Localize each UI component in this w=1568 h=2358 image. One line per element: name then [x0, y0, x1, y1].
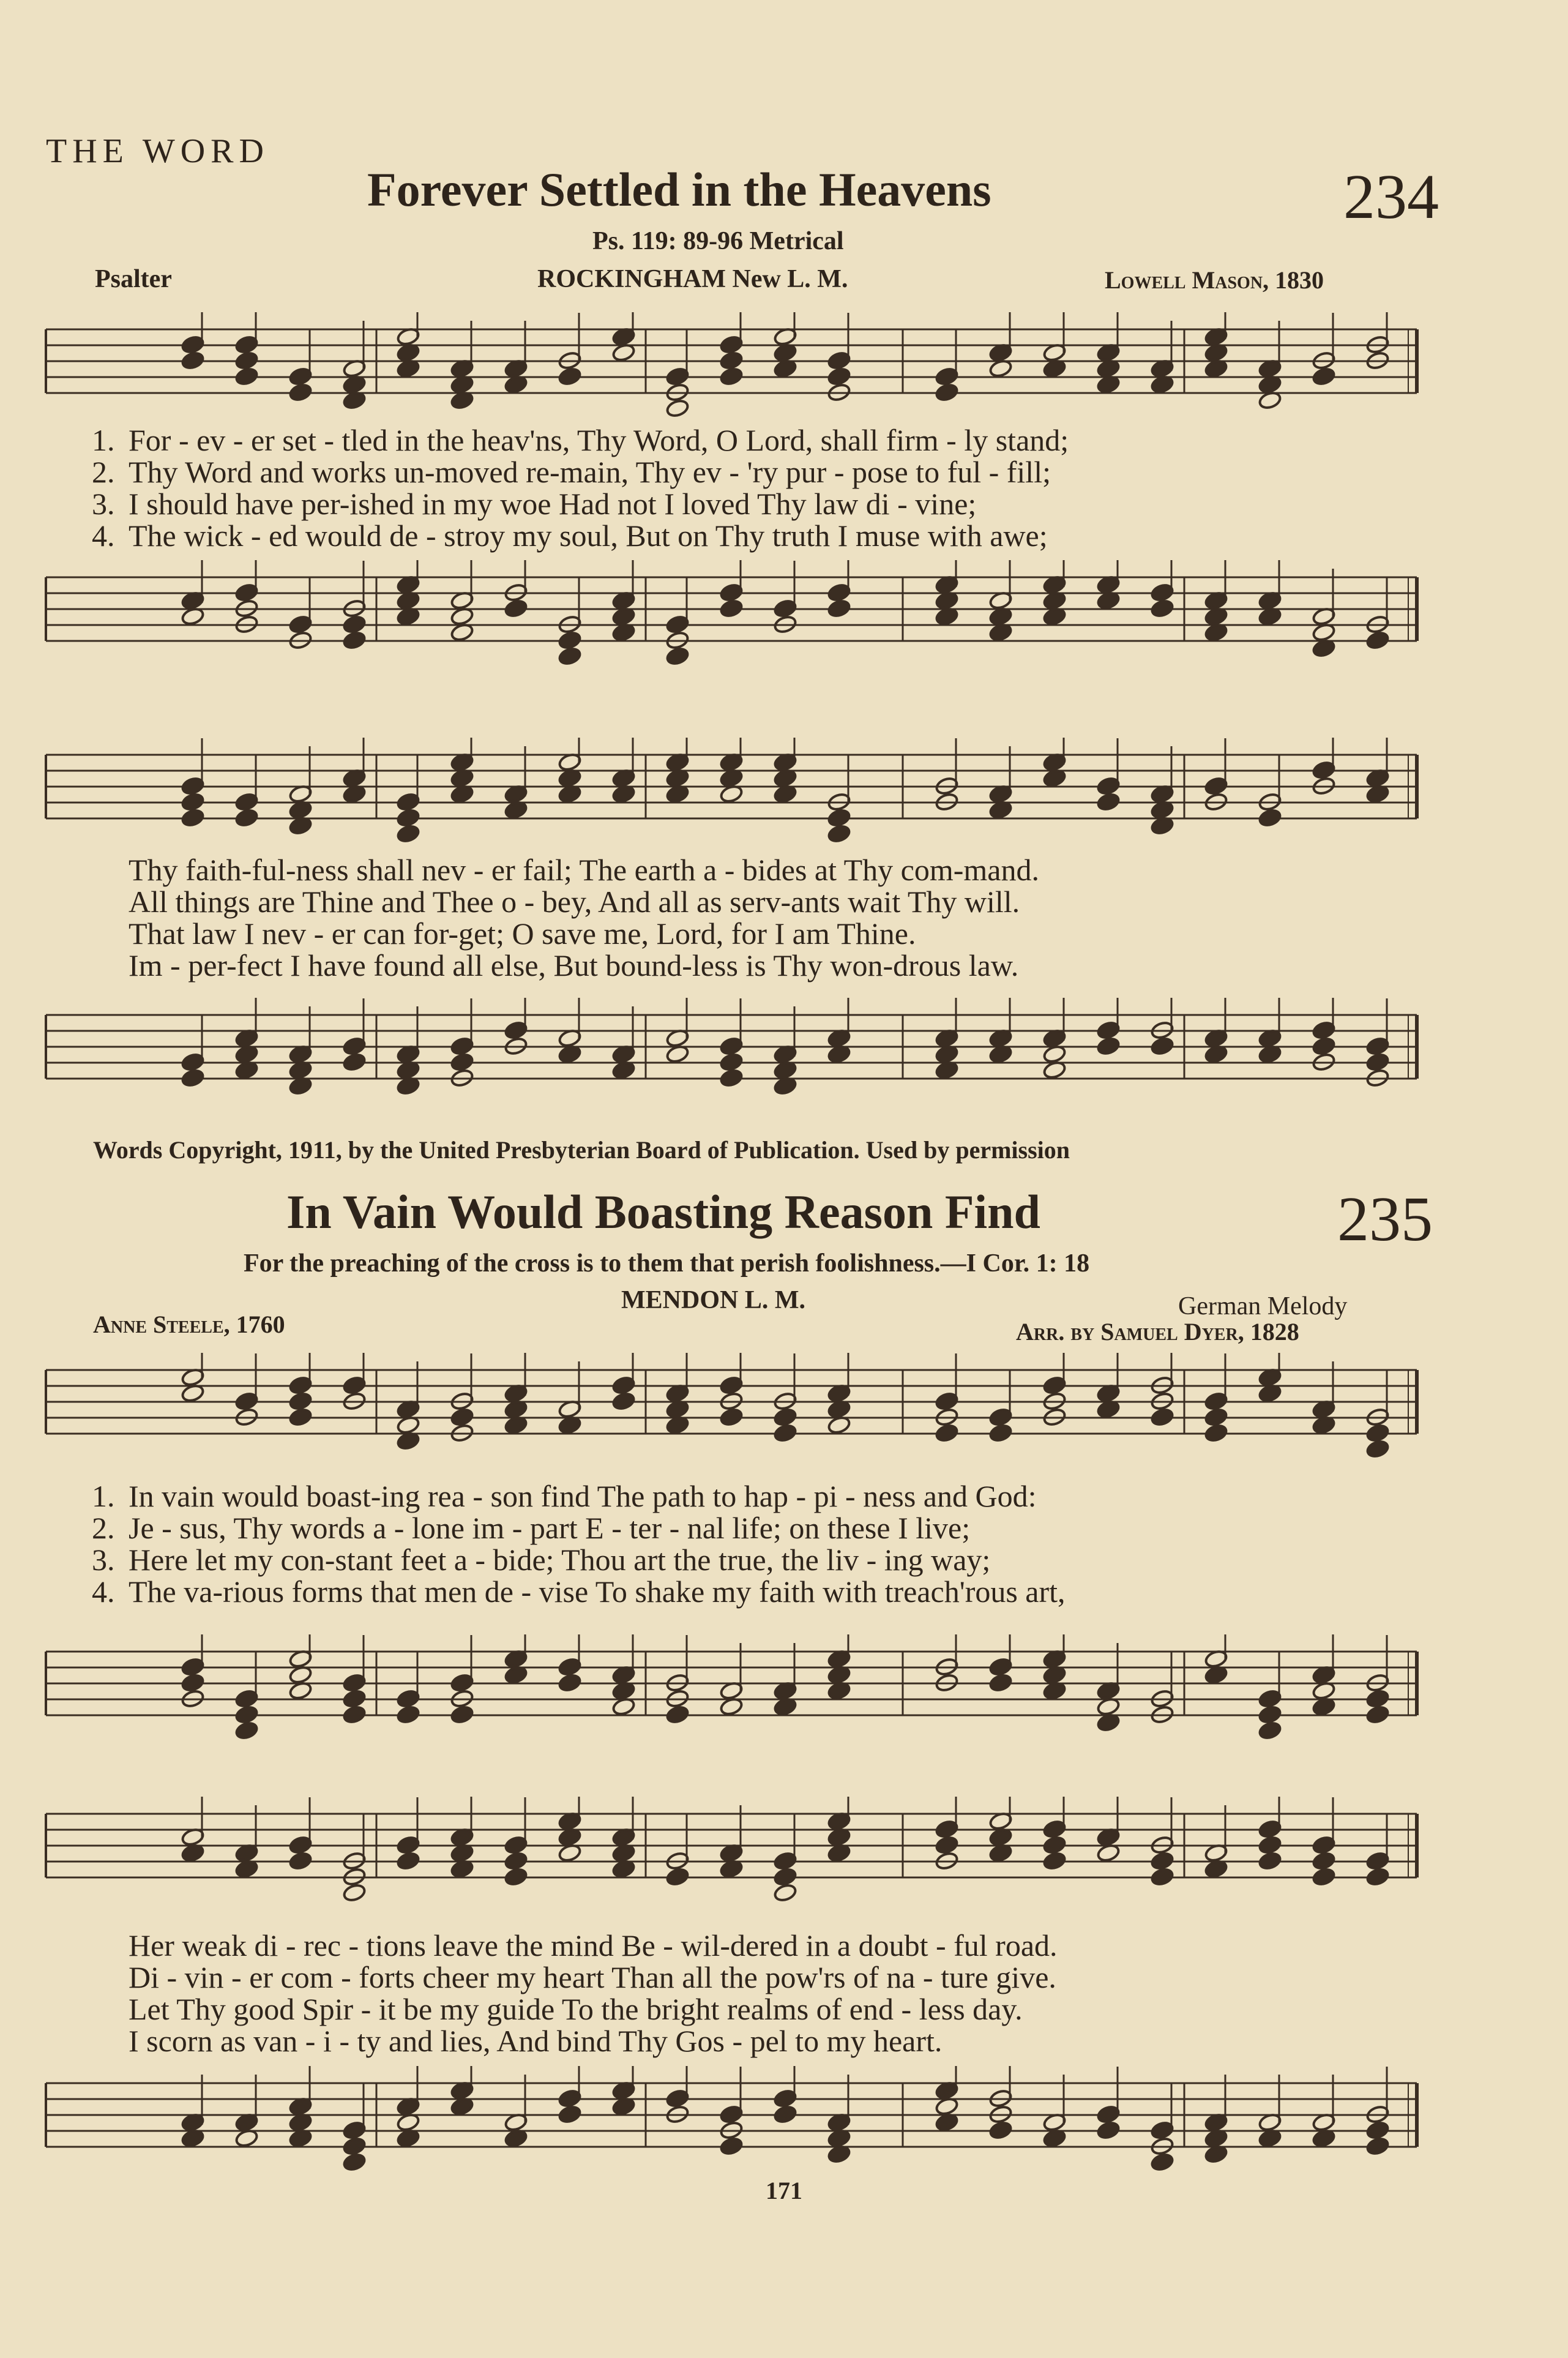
hymn-234-tune: ROCKINGHAM New L. M. — [537, 265, 848, 293]
hymn-235-treble-staff-2 — [34, 1797, 1429, 1907]
hymn-235-number: 235 — [1337, 1184, 1433, 1254]
verse-line: Im - per-fect I have found all else, But bound-less is Thy won-drous law. — [129, 948, 1019, 982]
hymn-234-copyright: Words Copyright, 1911, by the United Presbyterian Board of Publication. Used by permission — [93, 1136, 1070, 1164]
verse-line: 3. Here let my con-stant feet a - bide; Thou art the true, the liv - ing way; — [92, 1543, 991, 1577]
hymn-235-composer-line1: German Melody — [1178, 1292, 1348, 1320]
hymn-235-verses-2 — [92, 1929, 1402, 2057]
hymn-235-bass-staff-1 — [34, 1634, 1429, 1742]
treble-staff-graphic — [34, 312, 1429, 422]
treble-staff-graphic — [34, 738, 1429, 848]
hymn-234-composer: Lowell Mason, 1830 — [1105, 266, 1324, 294]
hymn-234-bass-staff-2 — [34, 998, 1429, 1105]
verse-line: 4. The wick - ed would de - stroy my soul, But on Thy truth I muse with awe; — [92, 518, 1048, 553]
verse-line: Her weak di - rec - tions leave the mind Be - wil-dered in a doubt - ful road. — [129, 1928, 1058, 1963]
hymn-235-verses-1 — [92, 1480, 1402, 1608]
verse-line: 4. The va-rious forms that men de - vise To shake my faith with treach'rous art, — [92, 1574, 1066, 1609]
hymn-234-verses-1 — [92, 424, 1402, 552]
hymn-235-title: In Vain Would Boasting Reason Find — [286, 1185, 1040, 1238]
hymn-235-scripture: For the preaching of the cross is to them that perish foolishness.—I Cor. 1: 18 — [244, 1249, 1090, 1278]
verse-line: Let Thy good Spir - it be my guide To the bright realms of end - less day. — [129, 1992, 1023, 2026]
section-label: THE WORD — [46, 132, 269, 170]
treble-staff-graphic — [34, 1353, 1429, 1463]
hymn-234-bass-staff-1 — [34, 560, 1429, 667]
hymn-234-title: Forever Settled in the Heavens — [367, 163, 991, 216]
treble-staff-graphic — [34, 1797, 1429, 1907]
hymn-235-tune: MENDON L. M. — [621, 1286, 805, 1314]
bass-staff-graphic — [34, 1634, 1429, 1742]
verse-line: 1. In vain would boast-ing rea - son find The path to hap - pi - ness and God: — [92, 1479, 1037, 1513]
hymn-235-composer-line2: Arr. by Samuel Dyer, 1828 — [1016, 1318, 1299, 1346]
hymn-235-treble-staff-1 — [34, 1353, 1429, 1463]
bass-staff-graphic — [34, 2066, 1429, 2173]
verse-line: 2. Je - sus, Thy words a - lone im - part E - ter - nal life; on these I live; — [92, 1511, 971, 1545]
bass-staff-graphic — [34, 560, 1429, 667]
hymn-234-verses-2 — [92, 854, 1402, 981]
verse-line: I scorn as van - i - ty and lies, And bind Thy Gos - pel to my heart. — [129, 2024, 943, 2058]
hymn-235-author: Anne Steele, 1760 — [93, 1311, 285, 1338]
verse-line: 2. Thy Word and works un-moved re-main, Thy ev - 'ry pur - pose to ful - fill; — [92, 455, 1051, 489]
verse-line: 3. I should have per-ished in my woe Had not I loved Thy law di - vine; — [92, 487, 977, 521]
verse-line: Thy faith-ful-ness shall nev - er fail; The earth a - bides at Thy com-mand. — [129, 853, 1039, 887]
hymn-234-treble-staff-2 — [34, 738, 1429, 848]
hymn-235-bass-staff-2 — [34, 2066, 1429, 2173]
verse-line: 1. For - ev - er set - tled in the heav'ns, Thy Word, O Lord, shall firm - ly stand; — [92, 423, 1069, 457]
hymn-234-left-credit: Psalter — [95, 265, 172, 293]
verse-line: All things are Thine and Thee o - bey, And all as serv-ants wait Thy will. — [129, 885, 1020, 919]
hymn-234-scripture: Ps. 119: 89-96 Metrical — [592, 227, 844, 255]
verse-line: That law I nev - er can for-get; O save me, Lord, for I am Thine. — [129, 916, 916, 951]
hymn-234-number: 234 — [1343, 162, 1439, 232]
bass-staff-graphic — [34, 998, 1429, 1105]
hymn-234-treble-staff-1 — [34, 312, 1429, 422]
page-number: 171 — [766, 2177, 802, 2204]
verse-line: Di - vin - er com - forts cheer my heart Than all the pow'rs of na - ture give. — [129, 1960, 1056, 1994]
